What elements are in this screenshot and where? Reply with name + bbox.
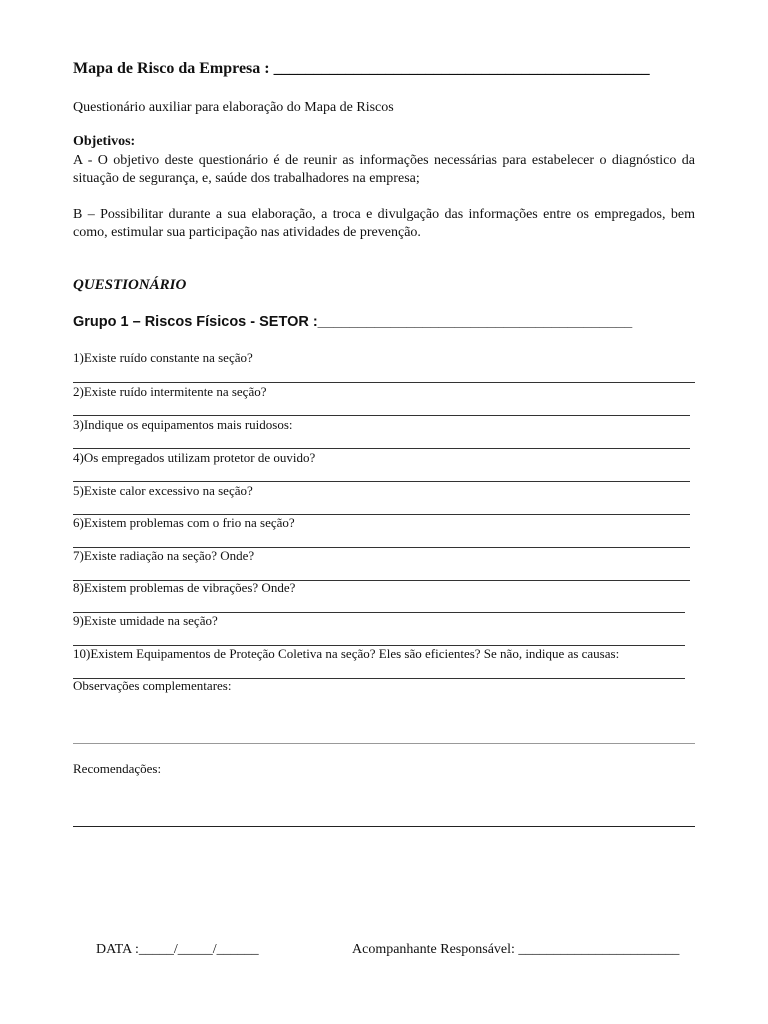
- document-title: Mapa de Risco da Empresa : _______________________________________________: [73, 60, 650, 77]
- answer-line-3[interactable]: [73, 448, 690, 449]
- question-5: 5)Existe calor excessivo na seção?: [73, 483, 253, 498]
- answer-line-1[interactable]: [73, 382, 695, 383]
- objective-b: B – Possibilitar durante a sua elaboração, a troca e divulgação das informações entre os empregados, bem como, estimular sua participação nas atividades de prevenção.: [73, 207, 695, 240]
- question-6: 6)Existem problemas com o frio na seção?: [73, 515, 295, 530]
- observations-line[interactable]: [73, 743, 695, 744]
- question-9: 9)Existe umidade na seção?: [73, 613, 218, 628]
- question-2: 2)Existe ruído intermitente na seção?: [73, 384, 267, 399]
- objectives-heading: Objetivos:: [73, 134, 136, 149]
- question-10: 10)Existem Equipamentos de Proteção Coletiva na seção? Eles são eficientes? Se não, indique as causas:: [73, 646, 620, 661]
- group-heading: Grupo 1 – Riscos Físicos - SETOR :_______________________________________: [73, 314, 633, 330]
- date-field[interactable]: DATA :_____/_____/______: [96, 942, 259, 957]
- document-subtitle: Questionário auxiliar para elaboração do Mapa de Riscos: [73, 100, 394, 115]
- answer-line-2[interactable]: [73, 415, 690, 416]
- questionnaire-heading: QUESTIONÁRIO: [73, 277, 187, 293]
- recommendations-line[interactable]: [73, 826, 695, 827]
- question-4: 4)Os empregados utilizam protetor de ouvido?: [73, 450, 316, 465]
- question-7: 7)Existe radiação na seção? Onde?: [73, 548, 255, 563]
- question-1: 1)Existe ruído constante na seção?: [73, 350, 253, 365]
- answer-line-4[interactable]: [73, 481, 690, 482]
- objective-a: A - O objetivo deste questionário é de reunir as informações necessárias para estabelecer o diagnóstico da situação de segurança, e, saúde dos trabalhadores na empresa;: [73, 153, 695, 186]
- observations-label: Observações complementares:: [73, 678, 232, 693]
- responsible-field[interactable]: Acompanhante Responsável: _______________________: [352, 942, 680, 957]
- question-8: 8)Existem problemas de vibrações? Onde?: [73, 580, 296, 595]
- recommendations-label: Recomendações:: [73, 761, 162, 776]
- question-3: 3)Indique os equipamentos mais ruidosos:: [73, 417, 293, 432]
